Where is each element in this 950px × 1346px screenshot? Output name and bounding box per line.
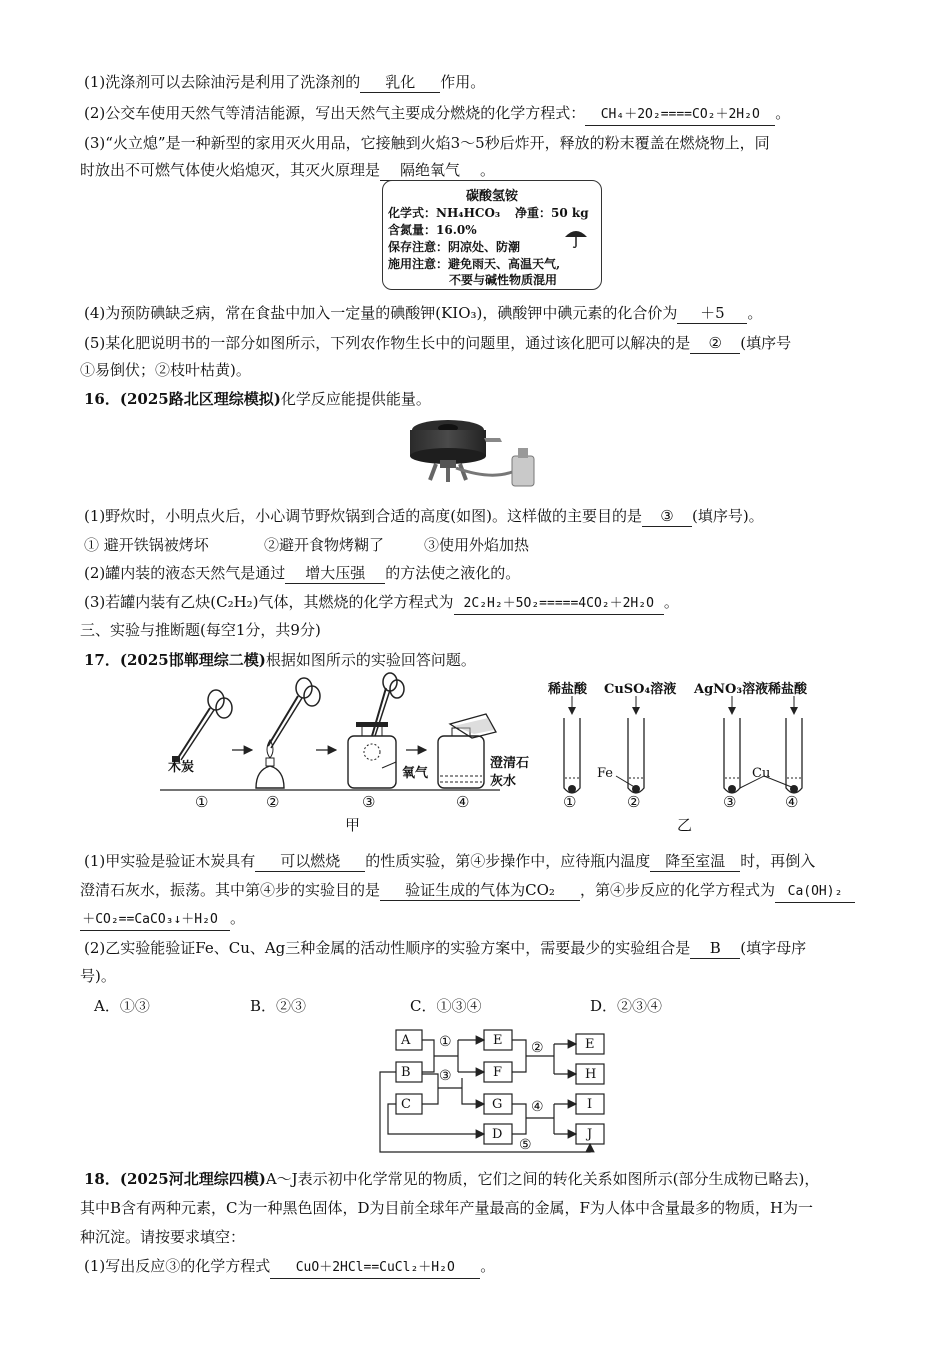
node-b: B xyxy=(401,1065,411,1080)
canister-valve xyxy=(518,448,528,458)
tube-step-1: ① xyxy=(563,793,577,811)
tube-step-2: ② xyxy=(627,793,641,811)
section-3-heading: 三、实验与推断题(每空1分，共9分) xyxy=(80,621,321,639)
q15-part5-line1: (5)某化肥说明书的一部分如图所示，下列农作物生长中的问题里，通过该化肥可以解决的是 ② (填序号 xyxy=(84,334,792,352)
label-use-2: 不要与碱性物质混用 xyxy=(449,273,558,287)
label-jia: 甲 xyxy=(345,816,361,834)
node-c: C xyxy=(401,1097,411,1112)
label-oxygen: 氧气 xyxy=(402,766,429,781)
tube-step-4: ④ xyxy=(785,793,799,811)
fertilizer-label-card xyxy=(382,180,602,290)
q18-text-line2: 其中B含有两种元素，C为一种黑色固体，D为目前全球年产量最高的金属，F为人体中含量最多的物质，H为一 xyxy=(80,1199,814,1217)
node-a: A xyxy=(401,1033,411,1048)
node-e: E xyxy=(493,1033,503,1048)
node-i: I xyxy=(587,1097,593,1112)
label-storage: 保存注意：阴凉处、防潮 xyxy=(388,240,521,254)
answer-blank: 隔绝氧气 xyxy=(380,160,480,181)
answer-blank: 乳化 xyxy=(360,72,440,93)
answer-blank: 增大压强 xyxy=(285,563,385,584)
label-formula: 化学式：NH₄HCO₃ xyxy=(388,206,501,220)
reaction-1: ① xyxy=(439,1034,452,1050)
label-use: 施用注意：避免雨天、高温天气, xyxy=(388,257,561,271)
step-1: ① xyxy=(195,793,209,811)
pot-handle xyxy=(484,438,502,442)
limewater-jar xyxy=(438,714,496,788)
umbrella-icon xyxy=(563,225,589,249)
answer-blank: ③ xyxy=(642,506,692,527)
reaction-5: ⑤ xyxy=(519,1137,532,1153)
step-4: ④ xyxy=(456,793,470,811)
oxygen-jar xyxy=(348,673,404,788)
q16-part2: (2)罐内装的液态天然气是通过 增大压强 的方法使之液化的。 xyxy=(84,564,521,582)
answer-blank: 2C₂H₂＋5O₂=====4CO₂＋2H₂O xyxy=(454,594,664,615)
q15-part3-line2: 时放出不可燃气体使火焰熄灭，其灭火原理是 隔绝氧气 。 xyxy=(80,161,496,179)
tongs-step-2 xyxy=(268,678,320,748)
answer-blank: CH₄＋2O₂====CO₂＋2H₂O xyxy=(585,105,775,126)
step-2: ② xyxy=(266,793,280,811)
label-charcoal: 木炭 xyxy=(168,760,195,775)
burner xyxy=(440,460,456,468)
q17-part1-line3: ＋CO₂==CaCO₃↓＋H₂O 。 xyxy=(80,908,245,931)
q17-heading: 17．(2025邯郸理综二模)根据如图所示的实验回答问题。 xyxy=(84,651,476,669)
answer-blank: 降至室温 xyxy=(650,851,740,872)
tube-step-3: ③ xyxy=(723,793,737,811)
alcohol-lamp xyxy=(256,740,284,788)
q15-part4: (4)为预防碘缺乏病，常在食盐中加入一定量的碘酸钾(KIO₃)，碘酸钾中碘元素的化合价为 ＋5 。 xyxy=(84,304,763,322)
node-f: F xyxy=(493,1065,503,1080)
answer-blank: ＋CO₂==CaCO₃↓＋H₂O xyxy=(80,910,230,931)
label-limewater-2: 灰水 xyxy=(490,774,517,789)
label-nitrogen: 含氮量：16.0% xyxy=(388,223,477,237)
answer-blank: Ca(OH)₂ xyxy=(775,882,855,903)
q18-part1: (1)写出反应③的化学方程式 CuO＋2HCl==CuCl₂＋H₂O 。 xyxy=(84,1256,495,1279)
node-e-right: E xyxy=(585,1037,595,1052)
label-yi: 乙 xyxy=(677,816,693,834)
answer-blank: ② xyxy=(690,333,740,354)
step-3: ③ xyxy=(362,793,376,811)
tube-4 xyxy=(786,718,802,793)
tube-2 xyxy=(628,718,644,793)
tube-reagent-2: CuSO₄溶液 xyxy=(604,682,677,697)
label-fe: Fe xyxy=(597,766,614,781)
q15-part3-line1: (3)“火立熄”是一种新型的家用灭火用品，它接触到火焰3～5秒后炸开，释放的粉末覆盖在燃烧物上，同 xyxy=(84,134,770,152)
answer-blank: B xyxy=(690,938,740,959)
tube-reagent-1: 稀盐酸 xyxy=(548,682,588,697)
q18-text-line3: 种沉淀。请按要求填空： xyxy=(80,1228,246,1246)
node-d: D xyxy=(492,1127,503,1142)
q16-part3: (3)若罐内装有乙炔(C₂H₂)气体，其燃烧的化学方程式为 2C₂H₂＋5O₂=====4CO₂＋2H₂O 。 xyxy=(84,592,679,615)
q16-part1: (1)野炊时，小明点火后，小心调节野炊锅到合适的高度(如图)。这样做的主要目的是 ③ (填序号)。 xyxy=(84,507,764,525)
reaction-3: ③ xyxy=(439,1068,452,1084)
label-weight: 净重：50 kg xyxy=(515,206,589,220)
label-limewater-1: 澄清石 xyxy=(490,756,530,771)
tube-reagent-3: AgNO₃溶液 xyxy=(694,682,769,697)
q15-part1: (1)洗涤剂可以去除油污是利用了洗涤剂的 乳化 作用。 xyxy=(84,73,486,91)
q16-heading: 16．(2025路北区理综模拟)化学反应能提供能量。 xyxy=(84,390,431,408)
tube-1 xyxy=(564,718,580,793)
gas-canister xyxy=(512,456,534,486)
q17-part2-line2: 号)。 xyxy=(80,967,116,985)
label-cu: Cu xyxy=(752,766,771,781)
answer-blank: ＋5 xyxy=(677,303,747,324)
node-g: G xyxy=(492,1097,503,1112)
node-h: H xyxy=(585,1067,597,1082)
q15-part5-line2: ①易倒伏；②枝叶枯黄)。 xyxy=(80,361,251,379)
reaction-2: ② xyxy=(531,1040,544,1056)
camping-stove-figure xyxy=(400,408,560,500)
label-title: 碳酸氢铵 xyxy=(465,189,518,204)
tube-reagent-4: 稀盐酸 xyxy=(768,682,808,697)
reaction-4: ④ xyxy=(531,1099,544,1115)
q17-part2-line1: (2)乙实验能验证Fe、Cu、Ag三种金属的活动性顺序的实验方案中，需要最少的实验组合是 B (填字母序 xyxy=(84,939,807,957)
q18-heading: 18．(2025河北理综四模)A～J表示初中化学常见的物质，它们之间的转化关系如图所示(部分生成物已略去)， xyxy=(84,1170,820,1188)
q17-options: A．①③ B．②③ C．①③④ D．②③④ xyxy=(94,997,663,1015)
tube-3 xyxy=(724,718,740,793)
answer-blank: 可以燃烧 xyxy=(255,851,365,872)
tongs-step-1 xyxy=(172,690,232,762)
answer-blank: 验证生成的气体为CO₂ xyxy=(380,880,580,901)
q17-part1-line1: (1)甲实验是验证木炭具有 可以燃烧 的性质实验，第④步操作中，应待瓶内温度 降至室温 时，再倒入 xyxy=(84,852,816,870)
node-j: J xyxy=(587,1127,593,1142)
q16-options: ① 避开铁锅被烤坏 ②避开食物烤糊了 ③使用外焰加热 xyxy=(84,536,530,554)
answer-blank: CuO＋2HCl==CuCl₂＋H₂O xyxy=(270,1258,480,1279)
q15-part2: (2)公交车使用天然气等清洁能源，写出天然气主要成分燃烧的化学方程式： CH₄＋2O₂====CO₂＋2H₂O 。 xyxy=(84,103,790,126)
q17-part1-line2: 澄清石灰水，振荡。其中第④步的实验目的是 验证生成的气体为CO₂ ，第④步反应的化学方程式为 Ca(OH)₂ xyxy=(80,880,855,903)
